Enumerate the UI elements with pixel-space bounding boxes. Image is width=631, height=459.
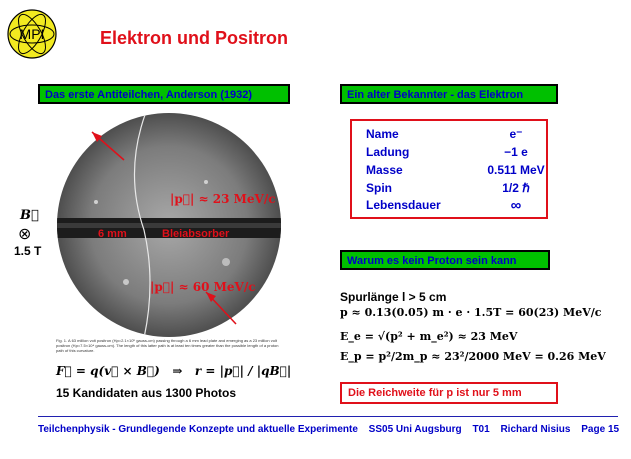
momentum-upper-label: |p⃗| ≈ 23 MeV/c (170, 192, 276, 206)
lead-absorber-label: Bleiabsorber (162, 228, 230, 240)
footer-divider (38, 416, 618, 417)
property-name: Lebensdauer (366, 198, 441, 212)
property-value: 0.511 MeV (487, 163, 545, 177)
field-value: 1.5 T (14, 244, 42, 258)
footer-course: Teilchenphysik - Grundlegende Konzepte und aktuelle Experimente (38, 424, 358, 435)
property-value: 1/2 ℏ (502, 181, 530, 195)
footer-section: T01 (472, 424, 490, 435)
footer (38, 424, 619, 435)
property-row (366, 145, 566, 163)
momentum-lower-label: |p⃗| ≈ 60 MeV/c (150, 280, 256, 294)
property-name: Name (366, 127, 399, 141)
property-name: Masse (366, 163, 403, 177)
electron-energy-equation: E_e = √(p² + m_e²) ≈ 23 MeV (340, 330, 518, 343)
property-name: Ladung (366, 145, 410, 159)
field-symbol: B⃗ (20, 208, 39, 223)
property-row (366, 198, 566, 216)
electron-properties-table (350, 119, 548, 219)
footer-author: Richard Nisius (500, 424, 571, 435)
cloud-chamber-photo (56, 112, 282, 338)
footer-term: SS05 Uni Augsburg (368, 424, 462, 435)
track-length: Spurlänge l > 5 cm (340, 290, 447, 304)
property-value: ∞ (510, 197, 522, 214)
electron-header: Ein alter Bekannter - das Elektron (340, 84, 558, 104)
plate-thickness-label: 6 mm (98, 228, 127, 240)
proton-range-box: Die Reichweite für p ist nur 5 mm (340, 382, 558, 404)
force-formula: F⃗ = q(v⃗ × B⃗) ⇒ r = |p⃗| / |qB⃗| (56, 364, 292, 378)
page-title: Elektron und Positron (100, 28, 289, 48)
svg-text:MPI: MPI (19, 26, 45, 42)
property-value: e⁻ (509, 127, 523, 141)
property-row (366, 127, 566, 145)
field-direction-icon: ⊗ (18, 226, 32, 243)
photo-caption: Fig. 1. A 63 million volt positron (Hρ=2.1×10⁵ gauss-cm) passing through a 6 mm lead plate and emerging as a 23 million volt positron (Hρ=7.5×10⁴ gauss-cm). The length of this latter path is at least ten times greater than the possible length of a proton path of this curvature. (56, 338, 279, 353)
mpi-logo (6, 8, 58, 60)
footer-page: Page 15 (581, 424, 620, 435)
property-name: Spin (366, 181, 392, 195)
anderson-header: Das erste Antiteilchen, Anderson (1932) (38, 84, 290, 104)
property-row (366, 181, 566, 199)
momentum-equation: p ≈ 0.13(0.05) m · e · 1.5T = 60(23) MeV/c (340, 306, 602, 319)
candidates-text: 15 Kandidaten aus 1300 Photos (56, 386, 237, 400)
property-value: −1 e (504, 145, 528, 159)
proton-header: Warum es kein Proton sein kann (340, 250, 550, 270)
proton-energy-equation: E_p = p²/2m_p ≈ 23²/2000 MeV = 0.26 MeV (340, 350, 606, 363)
property-row (366, 163, 566, 181)
